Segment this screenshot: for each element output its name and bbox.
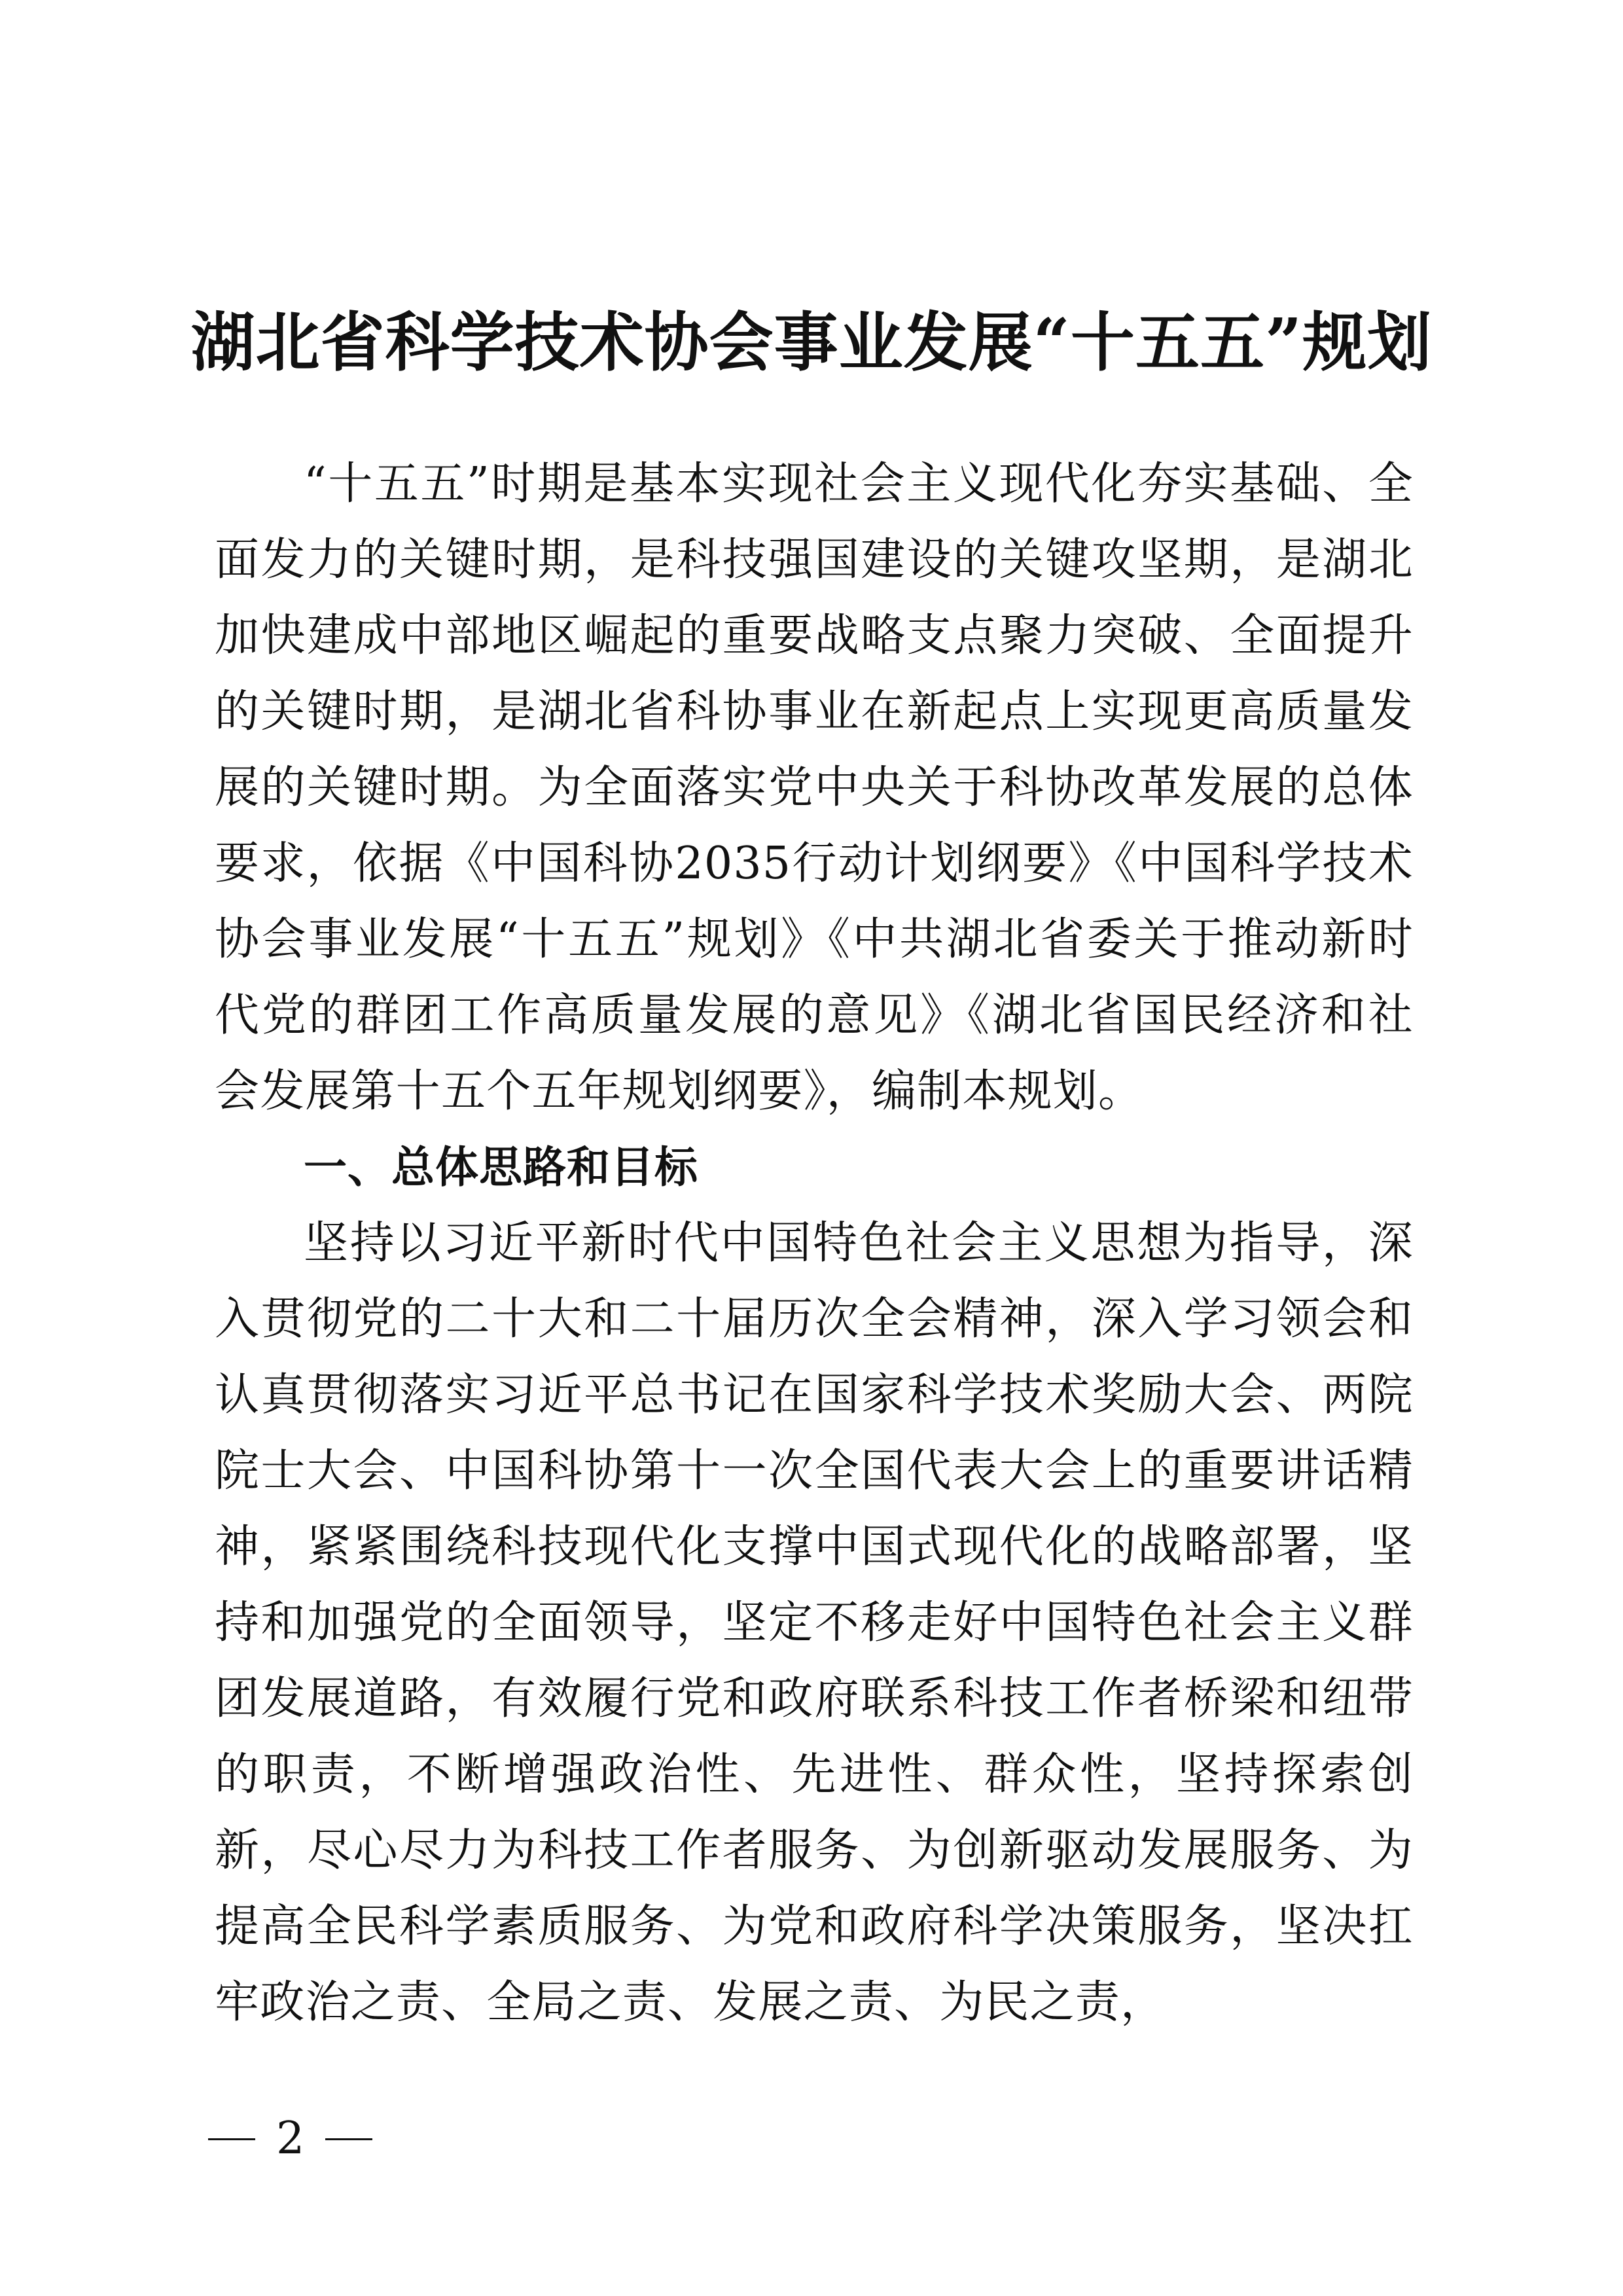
document-body (215, 446, 1414, 2041)
page-number-dash-right (325, 2138, 372, 2140)
section-heading: 一、总体思路和目标 (304, 1142, 698, 1193)
page-number-dash-left (208, 2138, 255, 2140)
section-paragraph: 坚持以习近平新时代中国特色社会主义思想为指导，深入贯彻党的二十大和二十届历次全会精神，深入学习领会和认真贯彻落实习近平总书记在国家科学技术奖励大会、两院院士大会、中国科协第十一次全国代表大会上的重要讲话精神，紧紧围绕科技现代化支撑中国式现代化的战略部署，坚持和加强党的全面领导，坚定不移走好中国特色社会主义群团发展道路，有效履行党和政府联系科技工作者桥梁和纽带的职责，不断增强政治性、先进性、群众性，坚持探索创新，尽心尽力为科技工作者服务、为创新驱动发展服务、为提高全民科学素质服务、为党和政府科学决策服务，坚决扛牢政治之责、全局之责、发展之责、为民之责， (215, 1217, 1414, 2028)
page-number: 2 (276, 2113, 305, 2164)
page-title: 湖北省科学技术协会事业发展“十五五”规划 (190, 304, 1433, 380)
page-footer (208, 2106, 372, 2172)
intro-paragraph: “十五五”时期是基本实现社会主义现代化夯实基础、全面发力的关键时期，是科技强国建设的关键攻坚期，是湖北加快建成中部地区崛起的重要战略支点聚力突破、全面提升的关键时期，是湖北省科协事业在新起点上实现更高质量发展的关键时期。为全面落实党中央关于科协改革发展的总体要求，依据《中国科协2035行动计划纲要》《中国科学技术协会事业发展“十五五”规划》《中共湖北省委关于推动新时代党的群团工作高质量发展的意见》《湖北省国民经济和社会发展第十五个五年规划纲要》，编制本规划。 (215, 458, 1414, 1117)
